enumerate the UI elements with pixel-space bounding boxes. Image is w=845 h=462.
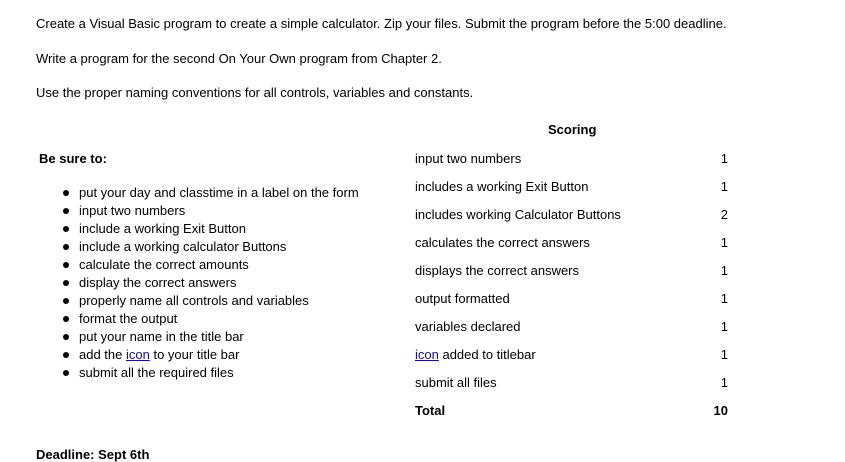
table-row [409,312,734,340]
instruction-paragraph-3: Use the proper naming conventions for all controls, variables and constants. [36,85,474,100]
instruction-paragraph-2: Write a program for the second On Your Own program from Chapter 2. [36,51,442,66]
list-item: format the output [62,311,359,329]
scoring-title: Scoring [548,122,597,137]
table-row [409,284,734,312]
points-cell: 1 [720,374,728,390]
points-cell: 1 [720,318,728,334]
icon-link[interactable]: icon [126,347,150,362]
criterion-cell: includes a working Exit Button [415,178,589,194]
criterion-cell: submit all files [415,374,497,390]
points-cell: 1 [720,290,728,306]
icon-link[interactable]: icon [415,346,439,362]
criterion-cell: output formatted [415,290,510,306]
table-row [409,172,734,200]
list-item-text-after: to your title bar [149,347,240,362]
deadline-heading: Deadline: Sept 6th [36,447,150,462]
table-row [409,256,734,284]
list-item: include a working calculator Buttons [62,239,359,257]
criterion-cell: includes working Calculator Buttons [415,206,621,222]
table-row [409,228,734,256]
total-points: 10 [713,402,728,418]
points-cell: 1 [720,150,728,166]
points-cell: 1 [720,178,728,194]
criterion-cell: input two numbers [415,150,522,166]
checklist-heading: Be sure to: [39,151,107,166]
points-cell: 1 [720,234,728,250]
criterion-cell: displays the correct answers [415,262,580,278]
list-item-icon [62,347,359,365]
points-cell: 1 [720,262,728,278]
criterion-cell: calculates the correct answers [415,234,590,250]
table-row [409,200,734,228]
total-row [409,396,734,424]
list-item: put your name in the title bar [62,329,359,347]
scoring-table [409,144,734,424]
criterion-cell [409,340,682,368]
table-row [409,144,734,172]
list-item: calculate the correct amounts [62,257,359,275]
criterion-text: added to titlebar [438,346,536,362]
list-item: input two numbers [62,203,359,221]
instruction-paragraph-1: Create a Visual Basic program to create a simple calculator. Zip your files. Submit the program before the 5:00 deadline. [36,16,727,31]
list-item: submit all the required files [62,365,359,383]
criterion-cell: variables declared [415,318,521,334]
list-item: properly name all controls and variables [62,293,359,311]
points-cell: 2 [720,206,728,222]
list-item-text-before: add the [79,347,126,362]
list-item: put your day and classtime in a label on the form [62,185,359,203]
total-label: Total [415,402,446,418]
table-row [409,368,734,396]
requirements-list [62,185,359,383]
table-row-icon [409,340,734,368]
list-item: display the correct answers [62,275,359,293]
list-item: include a working Exit Button [62,221,359,239]
points-cell: 1 [720,346,728,362]
